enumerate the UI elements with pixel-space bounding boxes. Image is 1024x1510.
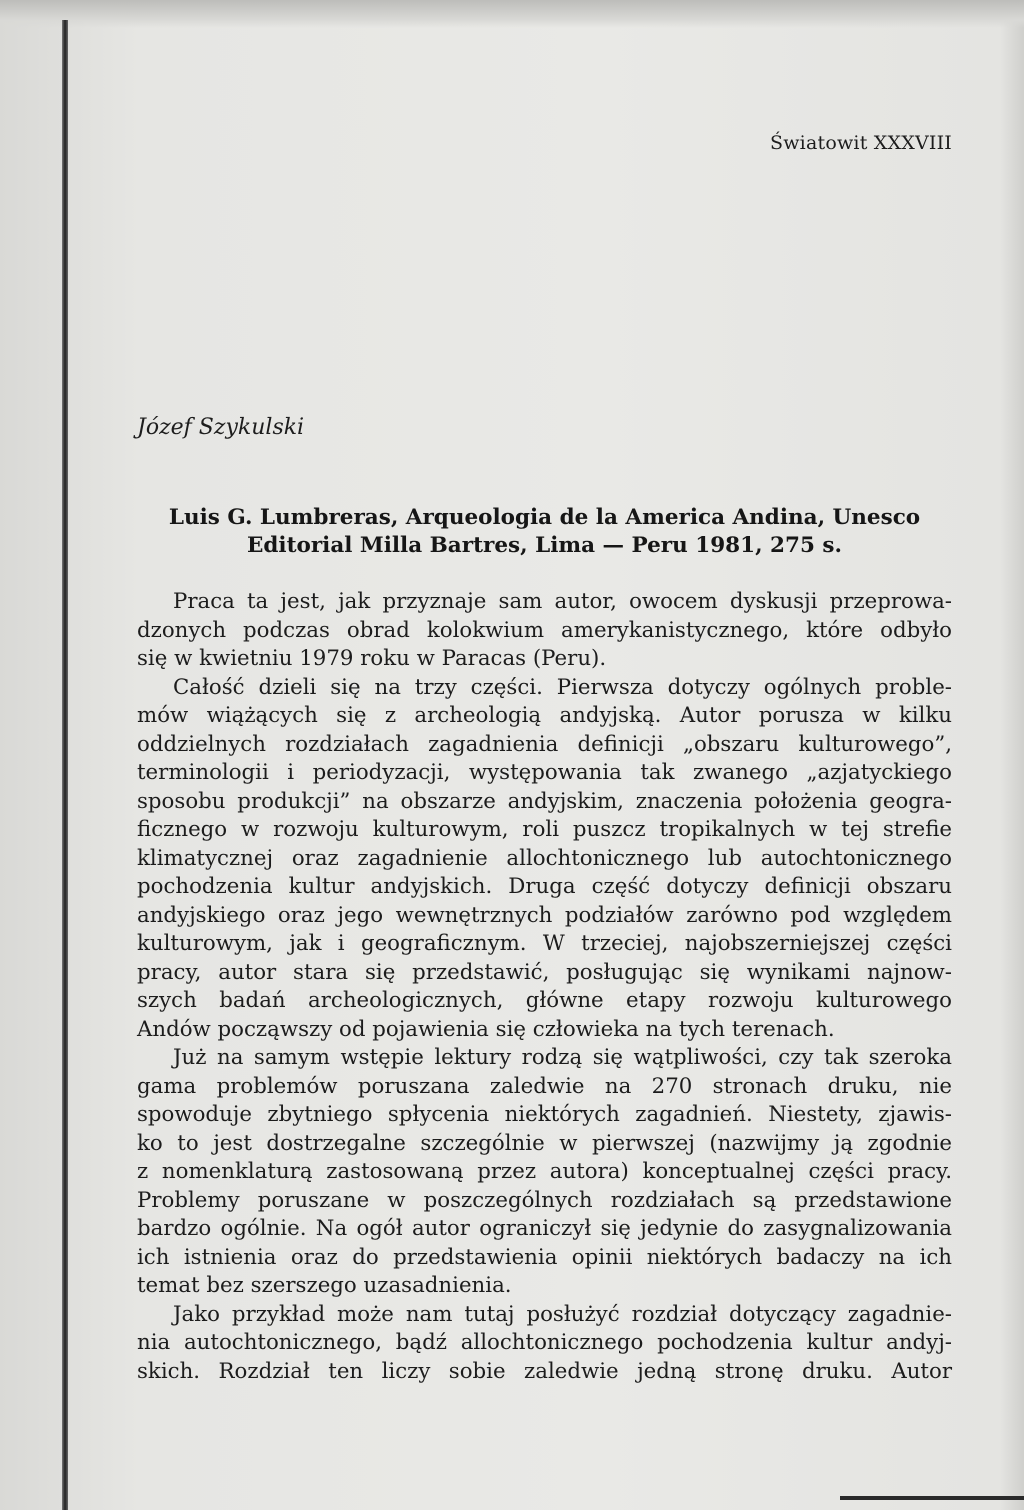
text-line: z nomenklaturą zastosowaną przez autora) konceptualnej części pracy. [137, 1159, 952, 1184]
text-line: skich. Rozdział ten liczy sobie zaledwie jedną stronę druku. Autor [137, 1358, 952, 1384]
text-line: się w kwietniu 1979 roku w Paracas (Peru). [137, 646, 607, 671]
text-line: andyjskiego oraz jego wewnętrznych podziałów zarówno pod względem [137, 902, 952, 928]
text-line: dzonych podczas obrad kolokwium amerykanistycznego, które odbyło [137, 617, 952, 643]
text-line: Już na samym wstępie lektury rodzą się wątpliwości, czy tak szeroka [173, 1045, 952, 1070]
review-title-line: Luis G. Lumbreras, Arqueologia de la America Andina, Unesco [168, 505, 921, 530]
text-line: pracy, autor stara się przedstawić, posługując się wynikami najnow- [137, 959, 952, 985]
text-line: Praca ta jest, jak przyznaje sam autor, owocem dyskusji przeprowa- [173, 589, 952, 614]
review-title [137, 504, 952, 560]
text-line: Andów począwszy od pojawienia się człowieka na tych terenach. [137, 1016, 835, 1042]
text-line: nia autochtonicznego, bądź allochtonicznego pochodzenia kultur andyj- [137, 1330, 952, 1355]
review-author: Józef Szykulski [137, 415, 305, 440]
text-line: sposobu produkcji” na obszarze andyjskim, znaczenia położenia geogra- [137, 788, 952, 814]
review-body [137, 588, 952, 1386]
text-line: Całość dzieli się na trzy części. Pierwsza dotyczy ogólnych proble- [173, 674, 952, 700]
text-line: Problemy poruszane w poszczególnych rozdziałach są przedstawione [137, 1187, 952, 1213]
text-line: szych badań archeologicznych, główne etapy rozwoju kulturowego [137, 988, 952, 1013]
review-title-line: Editorial Milla Bartres, Lima — Peru 1981, 275 s. [246, 533, 842, 558]
binding-shadow [62, 20, 68, 1510]
text-line: bardzo ogólnie. Na ogół autor ograniczył się jedynie do zasygnalizowania [137, 1216, 952, 1241]
running-head: Światowit XXXVIII [770, 132, 952, 154]
text-line: ficznego w rozwoju kulturowym, roli puszcz tropikalnych w tej strefie [137, 817, 952, 842]
text-line: spowoduje zbytniego spłycenia niektórych zagadnień. Niestety, zjawis- [137, 1102, 952, 1127]
text-line: klimatycznej oraz zagadnienie allochtonicznego lub autochtonicznego [137, 845, 952, 871]
page-top-edge [0, 0, 1024, 28]
text-line: mów wiążących się z archeologią andyjską. Autor porusza w kilku [137, 703, 952, 728]
text-line: oddzielnych rozdziałach zagadnienia definicji „obszaru kulturowego”, [137, 731, 952, 757]
text-line: temat bez szerszego uzasadnienia. [137, 1273, 512, 1298]
text-line: ko to jest dostrzegalne szczególnie w pierwszej (nazwijmy ją zgodnie [137, 1130, 952, 1156]
text-line: ich istnienia oraz do przedstawienia opinii niektórych badaczy na ich [137, 1244, 952, 1270]
text-line: kulturowym, jak i geograficznym. W trzeciej, najobszerniejszej części [137, 931, 952, 956]
text-line: pochodzenia kultur andyjskich. Druga część dotyczy definicji obszaru [137, 874, 952, 899]
text-line: terminologii i periodyzacji, występowania tak zwanego „azjatyckiego [137, 760, 952, 785]
page-bottom-edge [840, 1496, 1024, 1500]
text-line: gama problemów poruszana zaledwie na 270 stronach druku, nie [137, 1073, 952, 1099]
text-line: Jako przykład może nam tutaj posłużyć rozdział dotyczący zagadnie- [173, 1301, 952, 1327]
